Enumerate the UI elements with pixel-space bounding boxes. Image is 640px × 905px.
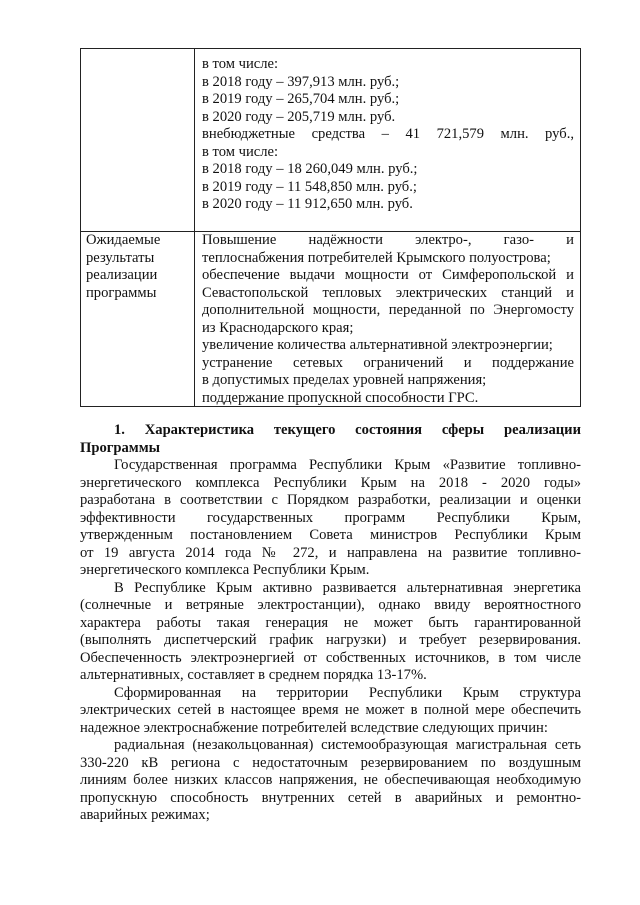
text-line: (солнечные и ветряные электростанции), однако ввиду вероятностного	[80, 597, 581, 613]
paragraph-alternative-energy	[80, 580, 581, 685]
result-line: обеспечение выдачи мощности от Симферопольской и	[202, 267, 574, 283]
heading-line: Программы	[80, 439, 161, 456]
financing-line: в 2020 году – 11 912,650 млн. руб.	[202, 196, 413, 212]
result-line: устранение сетевых ограничений и поддержание	[202, 354, 574, 371]
financing-line: в 2018 году – 397,913 млн. руб.;	[202, 73, 400, 90]
text-line: надежное электроснабжение потребителей вследствие следующих причин:	[80, 719, 548, 736]
text-line: 330-220 кВ региона с недостаточным резервированием по воздушным	[80, 754, 581, 771]
text-line: Сформированная на территории Республики Крым структура	[114, 684, 581, 701]
label-line: результаты	[86, 249, 155, 266]
financing-line: в 2020 году – 205,719 млн. руб.	[202, 108, 396, 125]
text-line: энергетического комплекса Республики Крым.	[80, 562, 370, 578]
financing-cell	[202, 56, 574, 214]
program-passport-table	[80, 48, 581, 407]
text-line: радиальная (незакольцованная) системообразующая магистральная сеть	[114, 737, 581, 753]
expected-results-label	[86, 232, 190, 302]
text-line: линиям более низких классов напряжения, не обеспечивающая необходимую	[80, 772, 581, 788]
text-line: альтернативных, составляет в среднем порядка 13-17%.	[80, 667, 427, 683]
text-line: энергетического комплекса Республики Крым на 2018 - 2020 годы»	[80, 474, 581, 491]
section-heading	[80, 422, 581, 457]
section-text	[80, 422, 581, 825]
result-line: поддержание пропускной способности ГРС.	[202, 389, 479, 406]
result-line: Повышение надёжности электро-, газо- и	[202, 232, 574, 248]
label-line: Ожидаемые	[86, 232, 161, 248]
financing-line: в 2019 году – 11 548,850 млн. руб.;	[202, 178, 417, 195]
financing-line: в том числе:	[202, 56, 279, 72]
text-line: В Республике Крым активно развивается альтернативная энергетика	[114, 579, 581, 596]
table-column-divider	[194, 49, 195, 406]
financing-line: в 2019 году – 265,704 млн. руб.;	[202, 91, 400, 107]
paragraph-radial-network	[80, 737, 581, 825]
paragraph-program-description	[80, 457, 581, 580]
result-line: Севастопольской тепловых электрических станций и	[202, 284, 574, 301]
result-line: из Краснодарского края;	[202, 319, 354, 336]
paragraph-network-structure	[80, 685, 581, 738]
text-line: пропускную способность внутренних сетей в аварийных и ремонтно-	[80, 789, 581, 806]
text-line: характера работы такая генерация не может быть гарантированной	[80, 614, 581, 631]
result-line: теплоснабжения потребителей Крымского полуострова;	[202, 249, 551, 266]
heading-line: 1. Характеристика текущего состояния сферы реализации	[114, 422, 581, 438]
expected-results-cell	[202, 232, 574, 407]
text-line: утвержденным постановлением Совета министров Республики Крым	[80, 527, 581, 543]
text-line: эффективности государственных программ Республики Крым,	[80, 509, 581, 526]
result-line: дополнительной мощности, переданной по Энергомосту	[202, 302, 574, 318]
text-line: (выполнять диспетчерский график нагрузки) и требует резервирования.	[80, 632, 581, 648]
label-line: программы	[86, 284, 157, 301]
result-line: увеличение количества альтернативной электроэнергии;	[202, 337, 553, 353]
text-line: аварийных режимах;	[80, 807, 210, 823]
text-line: Обеспеченность электроэнергией от собственных источников, в том числе	[80, 649, 581, 666]
label-line: реализации	[86, 267, 158, 283]
text-line: от 19 августа 2014 года № 272, и направлена на развитие топливно-	[80, 544, 581, 561]
financing-line: внебюджетные средства – 41 721,579 млн. руб.,	[202, 126, 574, 142]
text-line: электрических сетей в настоящее время не может в полной мере обеспечить	[80, 702, 581, 718]
text-line: разработана в соответствии с Порядком разработки, реализации и оценки	[80, 492, 581, 508]
financing-line: в том числе:	[202, 143, 279, 160]
financing-line: в 2018 году – 18 260,049 млн. руб.;	[202, 161, 418, 177]
result-line: в допустимых пределах уровней напряжения;	[202, 372, 487, 388]
text-line: Государственная программа Республики Крым «Развитие топливно-	[114, 457, 581, 473]
